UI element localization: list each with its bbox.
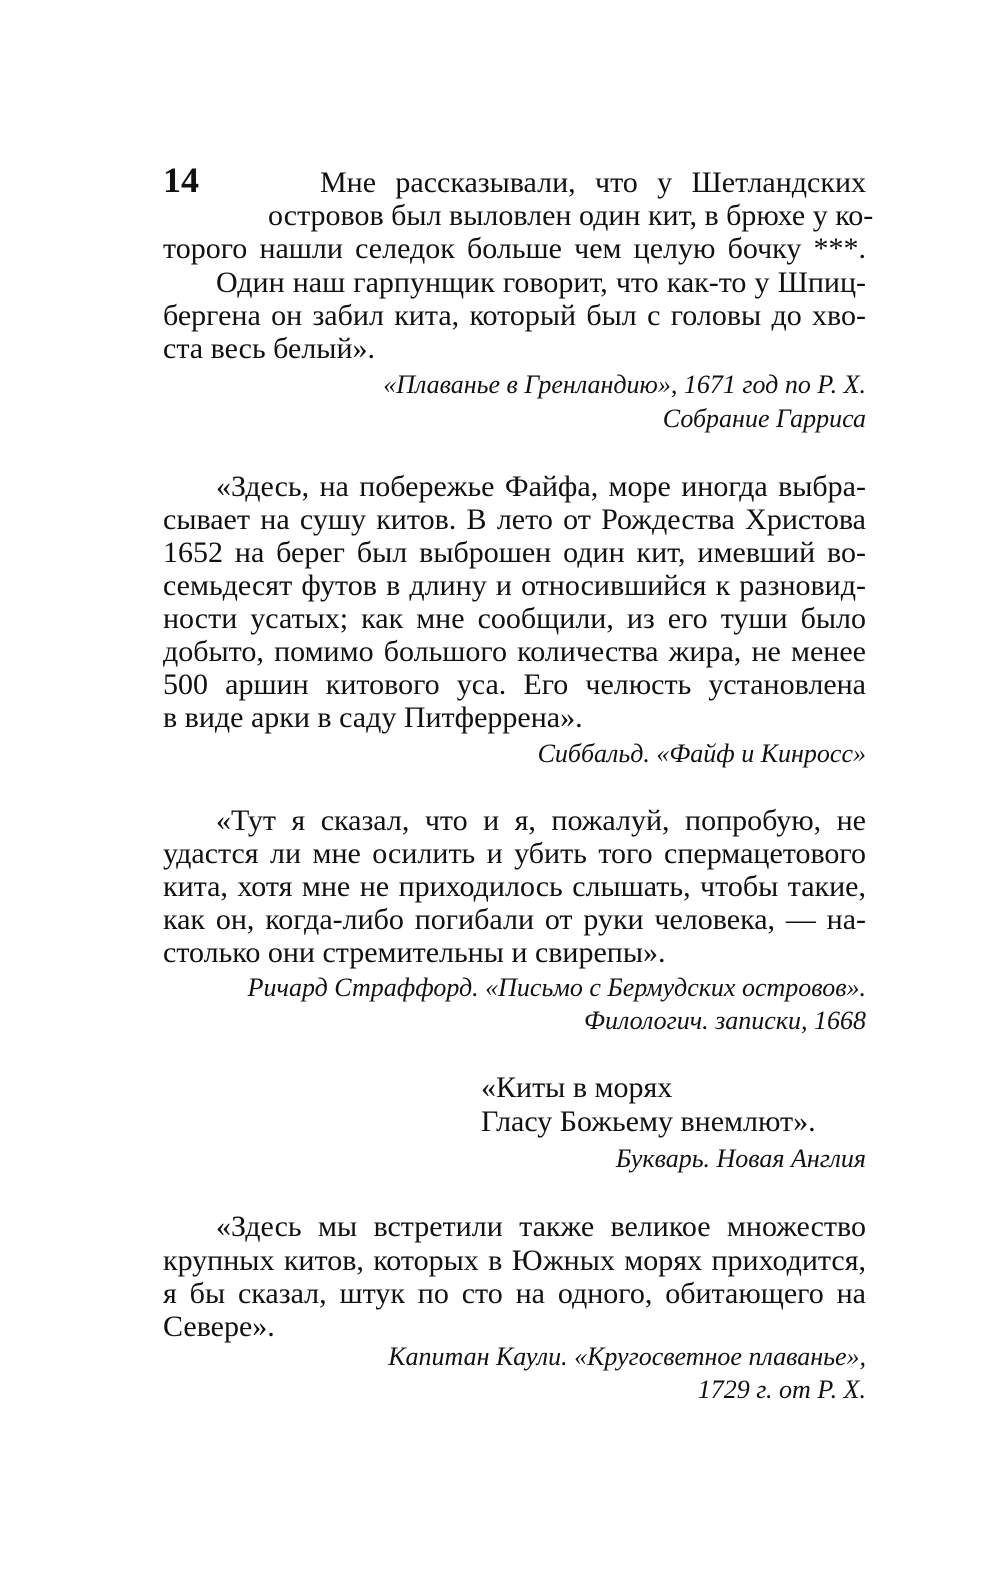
quote-2-line-4: семьдесят футов в длину и относившийся к разновид- [163,569,866,602]
quote-4-line-1: «Киты в морях [481,1071,673,1104]
quote-2-citation-line-1: Сиббальд. «Файф и Кинросс» [537,739,866,768]
quote-2-line-2: сывает на сушу китов. В лето от Рождества Христова [163,503,866,536]
quote-3-line-1: «Тут я сказал, что и я, пожалуй, попробую, не [216,804,866,837]
quote-4-line-2: Гласу Божьему внемлют». [481,1105,816,1138]
quote-1-line-4: Один наш гарпунщик говорит, что как-то у Шпиц- [216,266,866,299]
quote-5-line-4: Севере». [163,1310,275,1343]
quote-3-citation-line-1: Ричард Страффорд. «Письмо с Бермудских островов». [247,973,866,1002]
quote-2-line-8: в виде арки в саду Питферрена». [163,701,583,734]
quote-5-citation-line-1: Капитан Каули. «Кругосветное плаванье», [388,1342,866,1371]
quote-3-line-3: кита, хотя мне не приходилось слышать, чтобы такие, [163,870,866,903]
quote-1-line-3: торого нашли селедок больше чем целую бочку ***. [163,232,866,265]
quote-1-line-5: бергена он забил кита, который был с головы до хво- [163,299,866,332]
quote-5-line-2: крупных китов, которых в Южных морях приходится, [163,1244,866,1277]
quote-1-citation-line-1: «Плаванье в Гренландию», 1671 год по Р. Х. [383,370,866,399]
quote-2-line-7: 500 аршин китового уса. Его челюсть установлена [163,668,866,701]
quote-5-line-3: я бы сказал, штук по сто на одного, обитающего на [163,1277,866,1310]
quote-3-line-2: удастся ли мне осилить и убить того спермацетового [163,837,866,870]
quote-5-citation-line-2: 1729 г. от Р. Х. [697,1375,866,1404]
quote-2-line-1: «Здесь, на побережье Файфа, море иногда выбра- [216,470,866,503]
quote-4-citation-line-1: Букварь. Новая Англия [615,1144,866,1173]
quote-2-line-5: ности усатых; как мне сообщили, из его туши было [163,602,866,635]
quote-1-line-6: ста весь белый». [163,332,376,365]
quote-1-line-2: островов был выловлен один кит, в брюхе у ко- [268,199,874,232]
quote-1-citation-line-2: Собрание Гарриса [662,404,866,433]
quote-2-line-3: 1652 на берег был выброшен один кит, имевший во- [163,536,866,569]
quote-1-line-1: Мне рассказывали, что у Шетландских [320,166,866,199]
quote-3-line-5: столько они стремительны и свирепы». [163,936,666,969]
quote-5-line-1: «Здесь мы встретили также великое множество [216,1210,866,1243]
quote-2-line-6: добыто, помимо большого количества жира, не менее [163,635,866,668]
quote-3-citation-line-2: Филологич. записки, 1668 [584,1006,866,1035]
page-number: 14 [163,160,199,200]
quote-3-line-4: как он, когда-либо погибали от руки человека, — на- [163,903,866,936]
